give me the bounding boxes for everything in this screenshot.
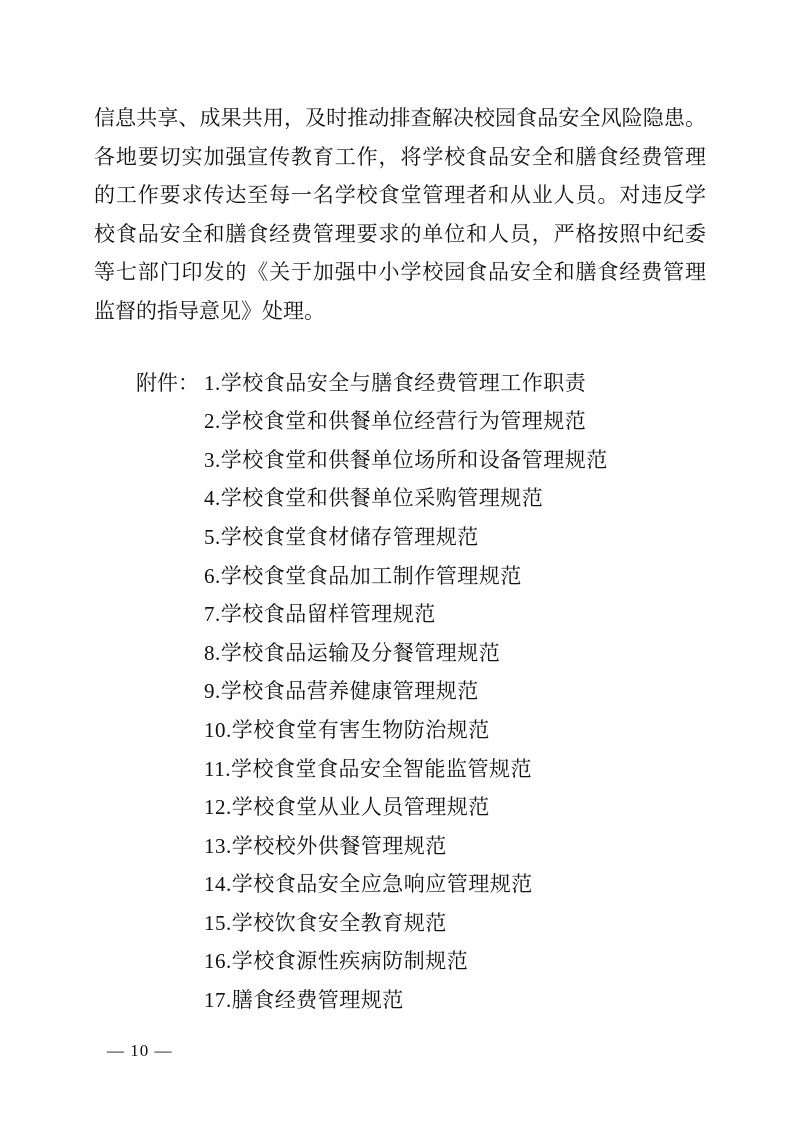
page-content bbox=[94, 99, 706, 1020]
attachment-item: 7.学校食品留样管理规范 bbox=[204, 602, 436, 627]
attachment-item: 12.学校食堂从业人员管理规范 bbox=[204, 795, 490, 820]
attachment-item: 13.学校校外供餐管理规范 bbox=[204, 833, 447, 858]
attachment-item: 10.学校食堂有害生物防治规范 bbox=[204, 717, 490, 742]
attachment-item: 11.学校食堂食品安全智能监管规范 bbox=[204, 756, 532, 781]
attachment-item: 17.膳食经费管理规范 bbox=[204, 988, 404, 1013]
paragraph-line: 等七部门印发的《关于加强中小学校园食品安全和膳食经费管理 bbox=[94, 260, 706, 285]
attachment-item: 8.学校食品运输及分餐管理规范 bbox=[204, 640, 501, 665]
attachment-item: 16.学校食源性疾病防制规范 bbox=[204, 949, 469, 974]
attachment-item: 5.学校食堂食材储存管理规范 bbox=[204, 524, 479, 549]
attachment-item: 14.学校食品安全应急响应管理规范 bbox=[204, 872, 533, 897]
attachment-item: 4.学校食堂和供餐单位采购管理规范 bbox=[204, 486, 544, 511]
attachment-item: 6.学校食堂食品加工制作管理规范 bbox=[204, 563, 522, 588]
attachments-label: 附件： bbox=[136, 370, 199, 395]
attachment-item: 9.学校食品营养健康管理规范 bbox=[204, 679, 479, 704]
attachment-item: 2.学校食堂和供餐单位经营行为管理规范 bbox=[204, 409, 587, 434]
paragraph-line: 信息共享、成果共用，及时推动排查解决校园食品安全风险隐患。 bbox=[94, 106, 706, 130]
attachment-item: 3.学校食堂和供餐单位场所和设备管理规范 bbox=[204, 447, 608, 472]
page-number: — 10 — bbox=[107, 1041, 173, 1060]
paragraph-line: 监督的指导意见》处理。 bbox=[94, 298, 325, 323]
paragraph-line: 的工作要求传达至每一名学校食堂管理者和从业人员。对违反学 bbox=[94, 183, 706, 208]
attachments-block bbox=[94, 364, 706, 1020]
paragraph-line: 校食品安全和膳食经费管理要求的单位和人员，严格按照中纪委 bbox=[94, 221, 706, 246]
attachments-list bbox=[204, 364, 706, 1020]
paragraph-line: 各地要切实加强宣传教育工作，将学校食品安全和膳食经费管理 bbox=[94, 144, 706, 169]
body-paragraph bbox=[94, 99, 706, 331]
attachment-item: 1.学校食品安全与膳食经费管理工作职责 bbox=[204, 370, 587, 395]
attachment-item: 15.学校饮食安全教育规范 bbox=[204, 910, 447, 935]
